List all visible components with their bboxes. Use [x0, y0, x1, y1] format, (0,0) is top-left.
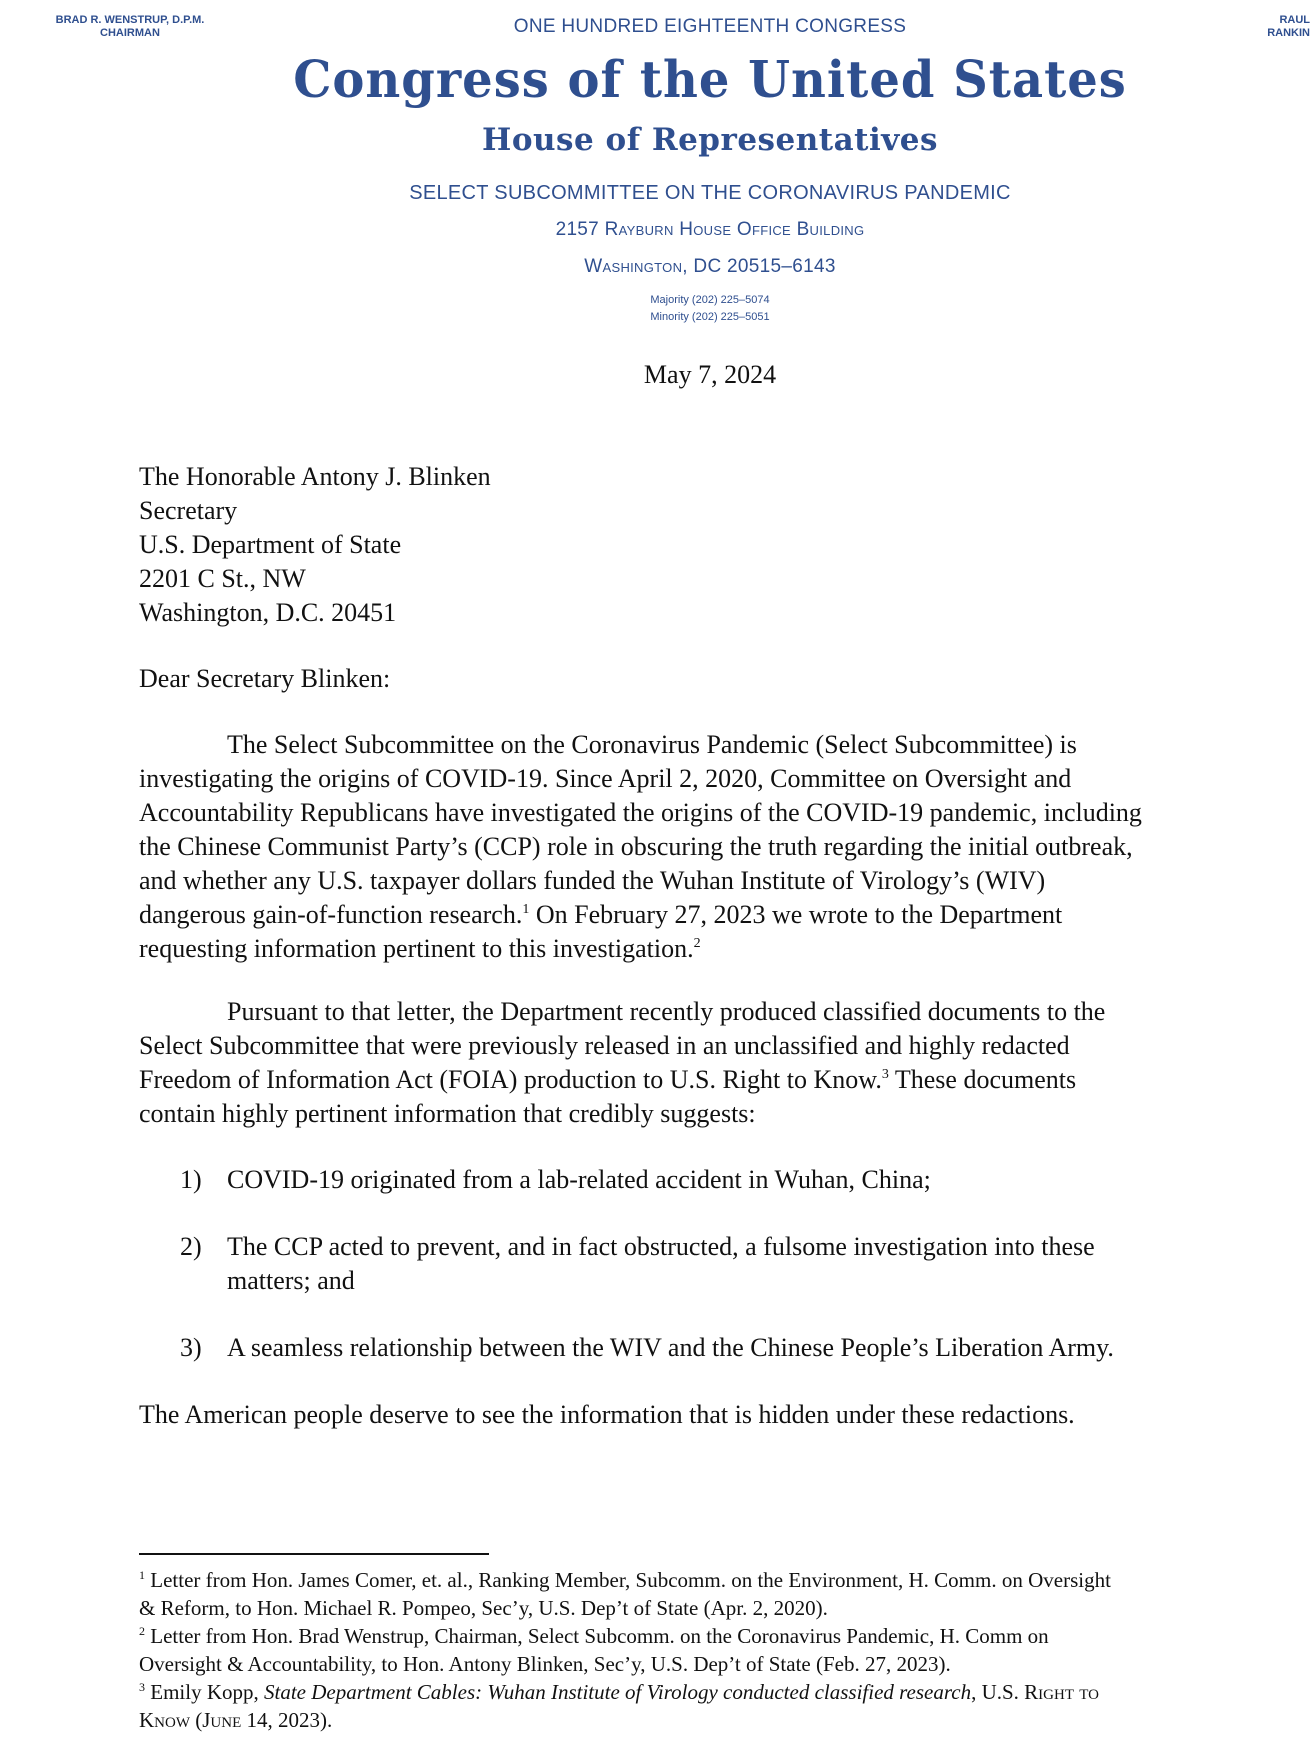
footnote-2	[139, 1622, 1279, 1650]
footnote-number: 3	[139, 1680, 145, 1694]
office-city: Washington, DC 20515–6143	[584, 256, 836, 277]
footnote-3	[139, 1678, 1279, 1706]
recipient-line: U.S. Department of State	[139, 530, 402, 559]
chairman-name: BRAD R. WENSTRUP, D.P.M.	[55, 14, 205, 26]
office-address: 2157 Rayburn House Office Building	[555, 219, 865, 240]
recipient-line: 2201 C St., NW	[139, 564, 306, 593]
footnote-text: Know (June 14, 2023).	[139, 1708, 333, 1732]
list-text: COVID-19 originated from a lab-related accident in Wuhan, China;	[227, 1165, 931, 1194]
footnote-divider	[139, 1553, 489, 1555]
footnote-ref-1[interactable]: 1	[522, 902, 530, 917]
ranking-member-name: RAUL	[1279, 14, 1310, 26]
footnote-text: Oversight & Accountability, to Hon. Antony Blinken, Sec’y, U.S. Dep’t of State (Feb. 27, 2023).	[139, 1652, 951, 1676]
recipient-line: The Honorable Antony J. Blinken	[139, 462, 491, 491]
footnote-text: & Reform, to Hon. Michael R. Pompeo, Sec’y, U.S. Dep’t of State (Apr. 2, 2020).	[139, 1596, 828, 1620]
footnote-ref-2[interactable]: 2	[693, 936, 701, 951]
recipient-address	[139, 460, 491, 630]
paragraph-line: contain highly pertinent information that credibly suggests:	[139, 1099, 756, 1128]
paragraph-line: the Chinese Communist Party’s (CCP) role in obscuring the truth regarding the initial outbreak,	[139, 832, 1133, 861]
paragraph-line: Select Subcommittee that were previously released in an unclassified and highly redacted	[139, 1031, 1070, 1060]
paragraph-line: Pursuant to that letter, the Department recently produced classified documents to the	[227, 997, 1106, 1026]
footnote-ref-3[interactable]: 3	[881, 1067, 889, 1082]
phone-minority: Minority (202) 225–5051	[650, 311, 770, 323]
recipient-line: Secretary	[139, 496, 238, 525]
paragraph-line: Accountability Republicans have investigated the origins of the COVID-19 pandemic, including	[139, 798, 1142, 827]
recipient-line: Washington, D.C. 20451	[139, 598, 397, 627]
footnote-article-title: State Department Cables: Wuhan Institute of Virology conducted classified research	[264, 1680, 972, 1704]
footnote-text: Letter from Hon. Brad Wenstrup, Chairman, Select Subcomm. on the Coronavirus Pandemic, H. Comm on	[145, 1624, 1049, 1648]
list-text: The CCP acted to prevent, and in fact obstructed, a fulsome investigation into these	[227, 1232, 1095, 1261]
paragraph-line: The Select Subcommittee on the Coronavirus Pandemic (Select Subcommittee) is	[227, 730, 1077, 759]
subcommittee-name: SELECT SUBCOMMITTEE ON THE CORONAVIRUS PANDEMIC	[409, 182, 1011, 204]
paragraph-1	[139, 728, 1269, 966]
footnote-number: 2	[139, 1624, 145, 1638]
closing-paragraph: The American people deserve to see the information that is hidden under these redactions.	[139, 1400, 1075, 1429]
paragraph-text: requesting information pertinent to this investigation.	[139, 934, 694, 963]
footnote-text: , U.S. Right to	[971, 1680, 1099, 1704]
congress-number: ONE HUNDRED EIGHTEENTH CONGRESS	[513, 16, 907, 37]
paragraph-2	[139, 995, 1269, 1131]
list-number: 3)	[180, 1333, 202, 1362]
list-text: A seamless relationship between the WIV and the Chinese People’s Liberation Army.	[227, 1333, 1114, 1362]
footnotes	[139, 1566, 1279, 1734]
salutation: Dear Secretary Blinken:	[139, 664, 391, 693]
list-number: 1)	[180, 1165, 202, 1194]
paragraph-text: These documents	[888, 1065, 1077, 1094]
paragraph-line: investigating the origins of COVID-19. Since April 2, 2020, Committee on Oversight and	[139, 764, 1072, 793]
footnote-1	[139, 1566, 1279, 1594]
letter-date: May 7, 2024	[643, 360, 777, 389]
footnote-number: 1	[139, 1568, 145, 1582]
paragraph-line: and whether any U.S. taxpayer dollars funded the Wuhan Institute of Virology’s (WIV)	[139, 866, 1046, 895]
paragraph-text: On February 27, 2023 we wrote to the Department	[529, 900, 1063, 929]
footnote-text: Emily Kopp,	[145, 1680, 264, 1704]
phone-majority: Majority (202) 225–5074	[650, 294, 770, 306]
congress-title: Congress of the United States	[293, 50, 1127, 110]
chairman-title: CHAIRMAN	[100, 27, 160, 39]
list-text: matters; and	[227, 1266, 355, 1295]
ranking-member-title: RANKIN	[1267, 27, 1310, 39]
list-number: 2)	[180, 1232, 202, 1261]
house-title: House of Representatives	[482, 122, 938, 158]
paragraph-text: dangerous gain-of-function research.	[139, 900, 523, 929]
footnote-text: Letter from Hon. James Comer, et. al., Ranking Member, Subcomm. on the Environment, H. Comm. on Oversight	[145, 1568, 1111, 1592]
paragraph-text: Freedom of Information Act (FOIA) production to U.S. Right to Know.	[139, 1065, 882, 1094]
